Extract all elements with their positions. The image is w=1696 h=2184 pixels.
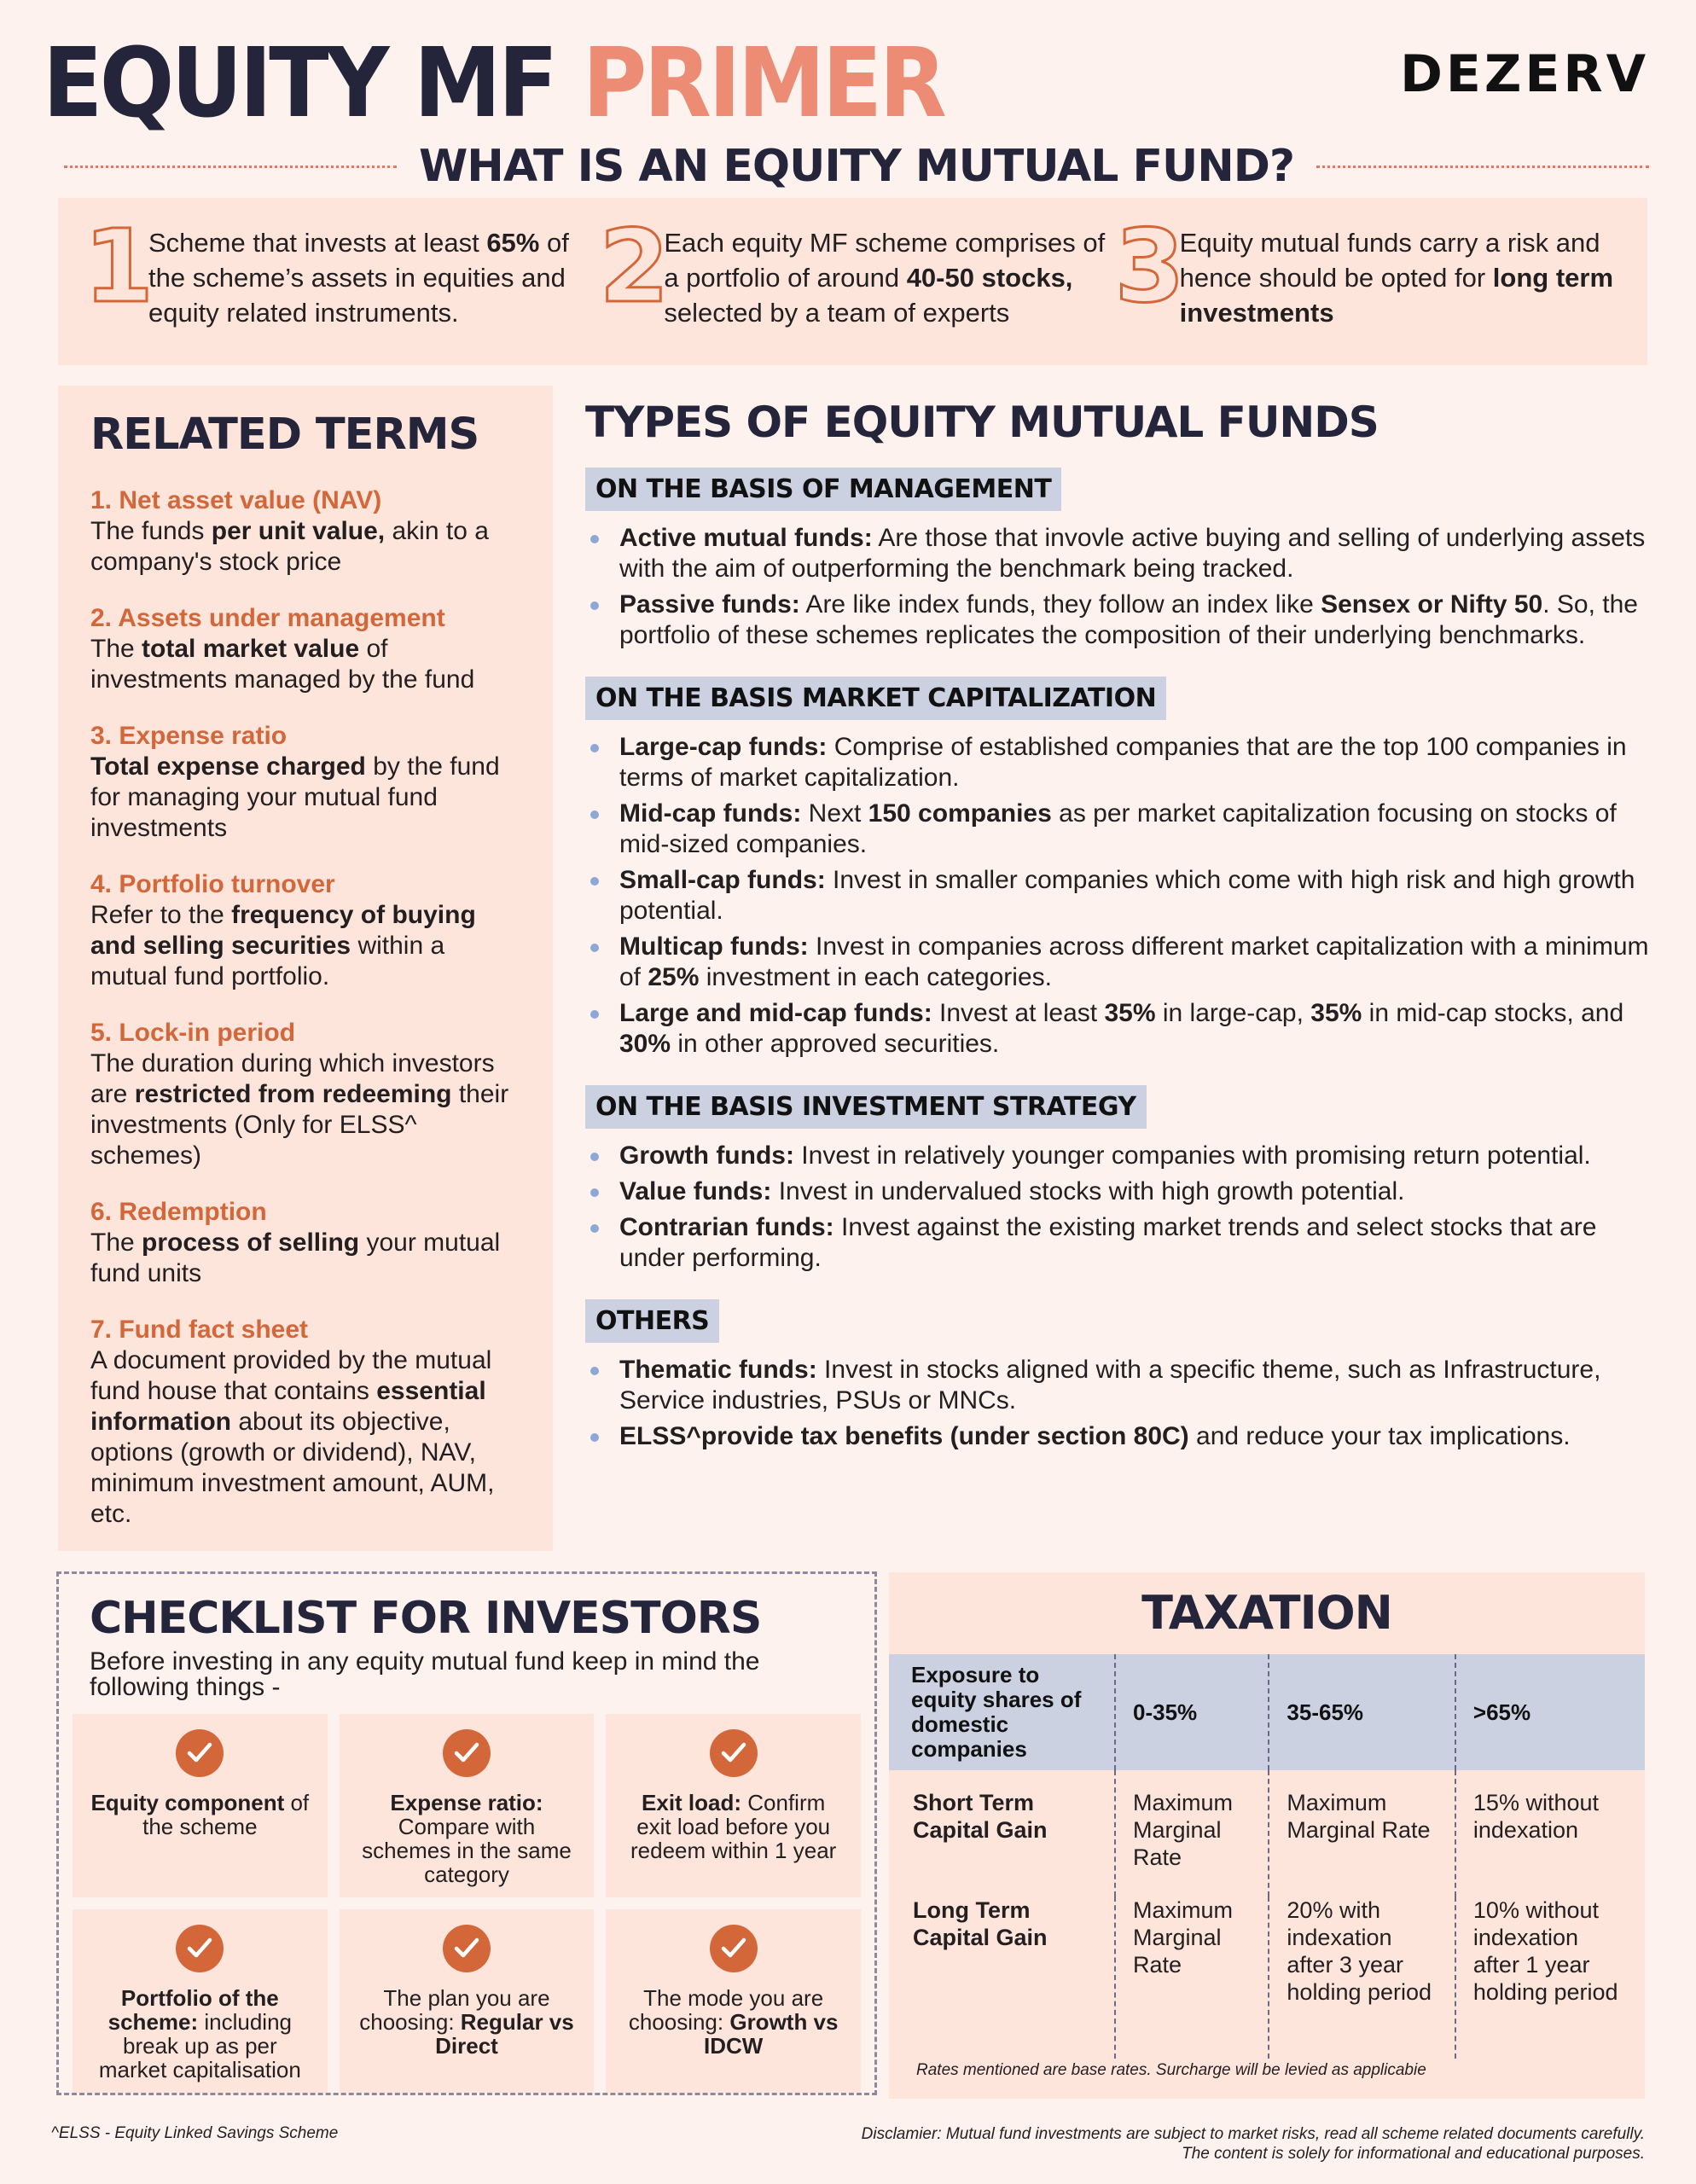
- checklist-text: [73, 1791, 328, 1838]
- text: The plan you are choosing:: [359, 1985, 550, 2035]
- fund-category: [585, 1085, 1649, 1274]
- term-description: [90, 900, 519, 992]
- taxation-cell: Maximum Marginal Rate: [1115, 1896, 1269, 2059]
- text: Are like index funds, they follow an index like: [799, 590, 1321, 619]
- text: Next: [801, 799, 868, 828]
- bold-text: 65%: [486, 228, 540, 258]
- taxation-header-cell: 35-65%: [1269, 1654, 1455, 1770]
- bold-text: Value funds:: [619, 1177, 772, 1205]
- list-item: [585, 998, 1649, 1060]
- checkmark-icon: [443, 1729, 491, 1777]
- term-item: [90, 603, 519, 695]
- text: akin to a company's stock price: [90, 517, 489, 576]
- checkmark-icon: [710, 1729, 758, 1777]
- taxation-row-label: Short Term Capital Gain: [913, 1790, 1048, 1843]
- term-item: [90, 721, 519, 844]
- bold-text: per unit value,: [211, 517, 386, 545]
- text: Are those that invovle active buying and selling of underlying assets with the aim of outperforming the benchmark being tracked.: [619, 524, 1646, 583]
- bold-text: Large and mid-cap funds:: [619, 999, 932, 1027]
- checklist-card: [340, 1714, 595, 1897]
- checklist-text: [73, 1986, 328, 2082]
- category-list: [585, 1141, 1649, 1274]
- list-item: [585, 1176, 1649, 1207]
- bold-text: Growth vs IDCW: [703, 2009, 839, 2059]
- types-categories: [585, 468, 1649, 1452]
- list-item: [585, 799, 1649, 860]
- bold-text: Equity component: [90, 1790, 285, 1815]
- text: in mid-cap stocks, and: [1362, 999, 1624, 1027]
- text: and reduce your tax implications.: [1188, 1422, 1571, 1450]
- disclaimer: [862, 2124, 1645, 2164]
- checklist-title: CHECKLIST FOR INVESTORS: [90, 1593, 762, 1644]
- bold-text: essential information: [90, 1377, 486, 1436]
- text: Refer to the: [90, 901, 232, 929]
- fund-category: [585, 468, 1649, 651]
- term-item: [90, 1315, 519, 1530]
- intro-item: [1114, 207, 1630, 365]
- term-item: [90, 869, 519, 992]
- bold-text: process of selling: [142, 1228, 360, 1257]
- taxation-header-cell: >65%: [1455, 1654, 1645, 1770]
- bold-text: Expense ratio:: [390, 1790, 543, 1815]
- term-item: [90, 1018, 519, 1171]
- list-item: [585, 1421, 1649, 1452]
- term-item: [90, 485, 519, 578]
- checklist-text: [340, 1791, 595, 1886]
- text: as per market capitalization focusing on stocks of mid-sized companies.: [619, 799, 1617, 858]
- bold-text: long term investments: [1179, 263, 1614, 328]
- category-label: ON THE BASIS MARKET CAPITALIZATION: [585, 677, 1166, 720]
- divider: [64, 166, 397, 168]
- text: A document provided by the mutual fund house that contains: [90, 1346, 492, 1405]
- bold-text: Active mutual funds:: [619, 524, 873, 552]
- intro-text: [148, 224, 599, 365]
- text: Invest in undervalued stocks with high growth potential.: [771, 1177, 1405, 1205]
- term-description: [90, 516, 519, 578]
- text: Invest in relatively younger companies with promising return potential.: [793, 1141, 1591, 1170]
- bold-text: 40-50 stocks,: [906, 263, 1073, 293]
- category-label: ON THE BASIS INVESTMENT STRATEGY: [585, 1085, 1147, 1129]
- text: Comprise of established companies that are the top 100 companies in terms of market capitalization.: [619, 733, 1627, 792]
- types-section: [585, 386, 1649, 1478]
- bold-text: Thematic funds:: [619, 1356, 817, 1384]
- taxation-cell: 20% with indexation after 3 year holding period: [1269, 1896, 1455, 2059]
- checklist-subtitle: Before investing in any equity mutual fund keep in mind the following things -: [90, 1647, 760, 1701]
- checklist-grid: [73, 1714, 861, 2093]
- term-description: [90, 634, 519, 695]
- text: selected by a team of experts: [664, 298, 1010, 328]
- taxation-header-cell: 0-35%: [1115, 1654, 1269, 1770]
- text: Invest in stocks aligned with a specific theme, such as Infrastructure, Service industries, PSUs or MNCs.: [619, 1356, 1601, 1414]
- divider: [1316, 166, 1649, 168]
- bold-text: Regular vs Direct: [435, 2009, 574, 2059]
- taxation-note: Rates mentioned are base rates. Surcharge will be levied as applicabie: [916, 2061, 1426, 2079]
- intro-panel: [58, 198, 1647, 365]
- term-description: [90, 1228, 519, 1289]
- list-item: [585, 932, 1649, 993]
- text: Invest against the existing market trends and select stocks that are under performing.: [619, 1213, 1597, 1272]
- taxation-title: TAXATION: [1141, 1586, 1392, 1640]
- category-list: [585, 1355, 1649, 1452]
- intro-number: 2: [599, 207, 670, 325]
- text: Scheme that invests at least: [148, 228, 487, 258]
- taxation-table: [889, 1654, 1645, 2059]
- taxation-header-cell: Exposure to equity shares of domestic companies: [911, 1662, 1082, 1762]
- taxation-cell: Maximum Marginal Rate: [1115, 1770, 1269, 1896]
- checklist-card: [340, 1909, 595, 2093]
- text: Each equity MF scheme comprises of a portfolio of around: [664, 228, 1106, 293]
- checklist-text: [340, 1986, 595, 2058]
- taxation-cell: Maximum Marginal Rate: [1269, 1770, 1455, 1896]
- bold-text: restricted from redeeming: [134, 1080, 452, 1108]
- list-item: [585, 865, 1649, 926]
- intro-item: [599, 207, 1114, 365]
- text: Invest at least: [932, 999, 1105, 1027]
- category-label: OTHERS: [585, 1299, 719, 1343]
- related-terms-panel: [58, 386, 553, 1551]
- list-item: [585, 1355, 1649, 1416]
- checklist-card: [606, 1909, 861, 2093]
- related-terms-title: RELATED TERMS: [90, 410, 479, 460]
- intro-text: [1180, 224, 1630, 365]
- term-title: 5. Lock-in period: [90, 1019, 296, 1047]
- category-list: [585, 732, 1649, 1060]
- section-heading-row: [64, 136, 1649, 196]
- text: . So, the portfolio of these schemes replicates the composition of their underlying benchmarks.: [619, 590, 1638, 649]
- bold-text: Contrarian funds:: [619, 1213, 834, 1241]
- bold-text: Portfolio of the scheme:: [107, 1985, 279, 2035]
- page-title-accent: PRIMER: [582, 28, 944, 139]
- page-title: [43, 28, 944, 139]
- bold-text: Mid-cap funds:: [619, 799, 802, 828]
- checkmark-icon: [176, 1925, 224, 1972]
- checkmark-icon: [443, 1925, 491, 1972]
- term-title: 1. Net asset value (NAV): [90, 486, 382, 514]
- types-title: TYPES OF EQUITY MUTUAL FUNDS: [585, 398, 1379, 447]
- text: The duration during which investors are: [90, 1049, 495, 1108]
- checklist-card: [606, 1714, 861, 1897]
- text: investment in each categories.: [699, 963, 1052, 991]
- bold-text: total market value: [142, 635, 360, 663]
- text: their investments (Only for ELSS^ schemes): [90, 1080, 509, 1170]
- bold-text: Growth funds:: [619, 1141, 794, 1170]
- text: The: [90, 635, 142, 663]
- checklist-panel: [56, 1571, 877, 2095]
- text: including break up as per market capitalisation: [98, 2009, 301, 2082]
- list-item: [585, 1141, 1649, 1171]
- page-title-main: EQUITY MF: [43, 28, 555, 139]
- text: of the scheme’s assets in equities and equity related instruments.: [148, 228, 569, 328]
- term-item: [90, 1197, 519, 1289]
- bold-text: Small-cap funds:: [619, 866, 826, 894]
- text: Confirm exit load before you redeem within 1 year: [630, 1790, 837, 1863]
- category-list: [585, 523, 1649, 651]
- taxation-row-label: Long Term Capital Gain: [913, 1897, 1048, 1950]
- bold-text: 150 companies: [868, 799, 1052, 828]
- bold-text: Passive funds:: [619, 590, 800, 619]
- intro-text: [664, 224, 1114, 365]
- list-item: [585, 590, 1649, 651]
- term-title: 2. Assets under management: [90, 604, 445, 632]
- fund-category: [585, 1299, 1649, 1452]
- bold-text: Multicap funds:: [619, 932, 809, 961]
- text: in other approved securities.: [671, 1030, 1000, 1058]
- term-description: [90, 752, 519, 844]
- footnote-elss: ^ELSS - Equity Linked Savings Scheme: [51, 2124, 339, 2142]
- bold-text: Total expense charged: [90, 752, 366, 781]
- intro-number: 1: [84, 207, 154, 325]
- fund-category: [585, 677, 1649, 1060]
- text: about its objective, options (growth or dividend), NAV, minimum investment amount, AUM, etc.: [90, 1408, 495, 1528]
- checkmark-icon: [176, 1729, 224, 1777]
- section-heading: WHAT IS AN EQUITY MUTUAL FUND?: [418, 141, 1295, 192]
- text: The: [90, 1228, 142, 1257]
- checkmark-icon: [710, 1925, 758, 1972]
- checklist-card: [73, 1714, 328, 1897]
- text: of the scheme: [142, 1790, 310, 1839]
- text: The mode you are choosing:: [628, 1985, 824, 2035]
- disclaimer-line: The content is solely for informational and educational purposes.: [1182, 2145, 1645, 2163]
- checklist-text: [606, 1986, 861, 2058]
- list-item: [585, 1212, 1649, 1274]
- term-description: [90, 1345, 519, 1530]
- checklist-card: [73, 1909, 328, 2093]
- category-label: ON THE BASIS OF MANAGEMENT: [585, 468, 1061, 511]
- taxation-panel: [889, 1572, 1645, 2099]
- text: within a mutual fund portfolio.: [90, 932, 445, 990]
- taxation-row-short-term: [889, 1770, 1645, 1896]
- bold-text: frequency of buying and selling securities: [90, 901, 476, 960]
- bold-text: Large-cap funds:: [619, 733, 828, 761]
- text: The funds: [90, 517, 212, 545]
- taxation-cell: 15% without indexation: [1455, 1770, 1645, 1896]
- text: Invest in companies across different market capitalization with a minimum of: [619, 932, 1649, 991]
- term-title: 3. Expense ratio: [90, 722, 288, 750]
- term-description: [90, 1048, 519, 1171]
- intro-number: 3: [1114, 207, 1185, 325]
- bold-text: 35%: [1104, 999, 1156, 1027]
- text: by the fund for managing your mutual fund investments: [90, 752, 500, 842]
- taxation-header-row: [889, 1654, 1645, 1770]
- term-title: 7. Fund fact sheet: [90, 1316, 309, 1344]
- term-title: 4. Portfolio turnover: [90, 870, 335, 898]
- term-title: 6. Redemption: [90, 1198, 267, 1226]
- brand-logo: DEZERV: [1400, 44, 1649, 104]
- checklist-text: [606, 1791, 861, 1862]
- text: Invest in smaller companies which come with high risk and high growth potential.: [619, 866, 1635, 925]
- bold-text: 25%: [648, 963, 700, 991]
- text: in large-cap,: [1155, 999, 1311, 1027]
- taxation-row-long-term: [889, 1896, 1645, 2059]
- bold-text: ELSS^provide tax benefits (under section 80C): [619, 1422, 1189, 1450]
- text: Equity mutual funds carry a risk and hence should be opted for: [1179, 228, 1600, 293]
- taxation-cell: 10% without indexation after 1 year holding period: [1455, 1896, 1645, 2059]
- bold-text: Sensex or Nifty 50: [1321, 590, 1543, 619]
- text: of investments managed by the fund: [90, 635, 475, 694]
- text: Compare with schemes in the same category: [362, 1814, 572, 1887]
- list-item: [585, 523, 1649, 584]
- list-item: [585, 732, 1649, 793]
- bold-text: 30%: [619, 1030, 671, 1058]
- disclaimer-line: Disclamier: Mutual fund investments are subject to market risks, read all scheme related documents carefully.: [861, 2125, 1645, 2143]
- related-terms-list: [90, 485, 519, 1530]
- intro-item: [84, 207, 599, 365]
- bold-text: Exit load:: [642, 1790, 742, 1815]
- bold-text: 35%: [1310, 999, 1362, 1027]
- text: your mutual fund units: [90, 1228, 501, 1287]
